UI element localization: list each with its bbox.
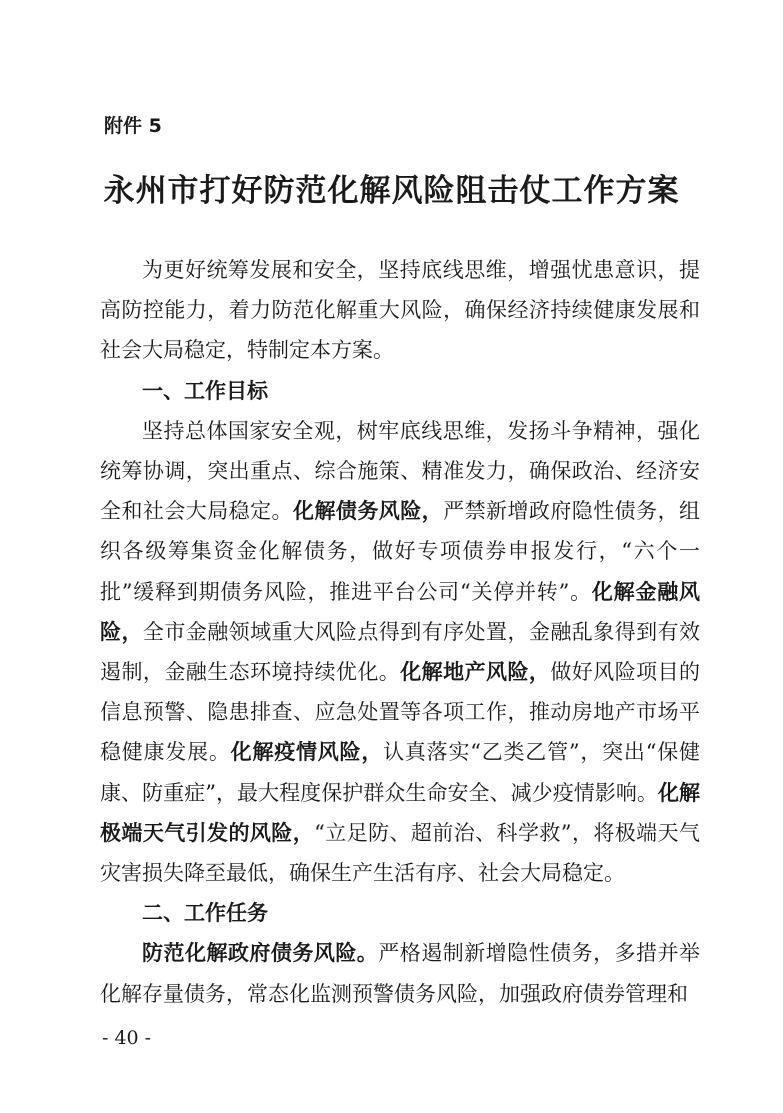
section-heading-tasks: 二、工作任务 [142, 901, 268, 926]
goal-finance-risk-text: 全市金融领域重大风险点得到有序处置，金融乱象得到有效遏制，金融生态环境持续优化。 [100, 619, 700, 685]
goal-finance-risk-heading: 化解金融风险， [100, 578, 701, 644]
task-debt-heading: 防范化解政府债务风险。 [142, 940, 379, 966]
goal-debt-risk-heading: 化解债务风险， [293, 498, 444, 524]
intro-paragraph: 为更好统筹发展和安全，坚持底线思维，增强忧患意识，提高防控能力，着力防范化解重大风险，确保经济持续健康发展和社会大局稳定，特制定本方案。 [100, 258, 700, 363]
task-debt-text: 严格遏制新增隐性债务，多措并举化解存量债务，常态化监测预警债务风险，加强政府债券管理和 [100, 941, 700, 1006]
goal-weather-risk-heading: 化解极端天气引发的风险， [100, 779, 701, 845]
goal-realestate-risk-heading: 化解地产风险， [400, 659, 551, 685]
section-heading-goals: 一、工作目标 [142, 378, 268, 403]
goal-debt-risk-text: 严禁新增政府隐性债务，组织各级筹集资金化解债务，做好专项债券申报发行，“六个一批”缓释到期债务风险，推进平台公司“关停并转”。 [100, 499, 701, 604]
goals-paragraph [100, 411, 700, 893]
task-paragraph [100, 933, 700, 1013]
goal-epidemic-risk-heading: 化解疫情风险， [230, 739, 384, 765]
document-body [100, 250, 700, 1014]
document-title: 永州市打好防范化解风险阻击仗工作方案 [103, 173, 680, 209]
goal-realestate-risk-text: 做好风险项目的信息预警、隐患排查、应急处置等各项工作，推动房地产市场平稳健康发展。 [100, 660, 701, 765]
goals-text: 坚持总体国家安全观，树牢底线思维，发扬斗争精神，强化统筹协调，突出重点、综合施策、精准发力，确保政治、经济安全和社会大局稳定。 [100, 418, 700, 524]
page-number: - 40 - [102, 1027, 152, 1049]
goal-epidemic-risk-text: 认真落实“乙类乙管”，突出“保健康、防重症”，最大程度保护群众生命安全、减少疫情影响。 [100, 740, 700, 805]
goal-weather-risk-text: “立足防、超前治、科学救”，将极端天气灾害损失降至最低，确保生产生活有序、社会大局稳定。 [100, 820, 700, 886]
attachment-label: 附件 5 [104, 115, 162, 137]
